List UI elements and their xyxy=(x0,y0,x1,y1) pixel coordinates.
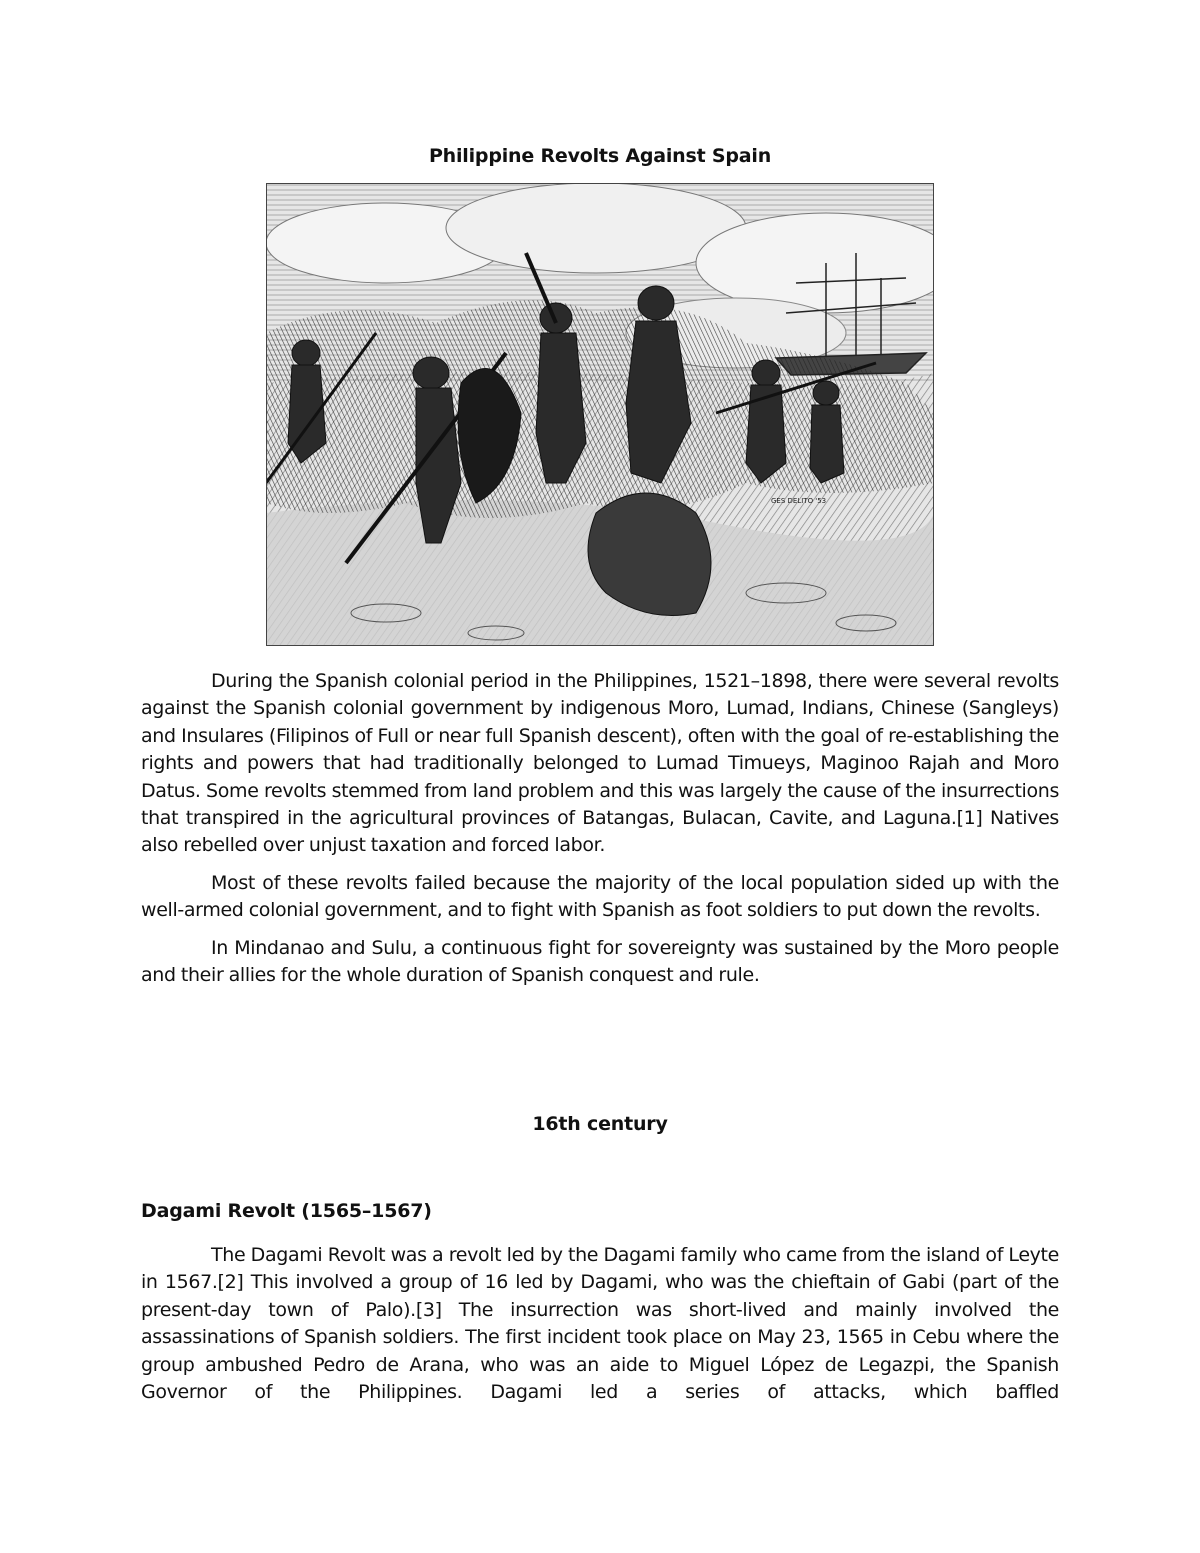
intro-paragraph-1: During the Spanish colonial period in the Philippines, 1521–1898, there were several revolts against the Spanish colonial government by indigenous Moro, Lumad, Indians, Chinese (Sangleys) and Insulares (Filipinos of Full or near full Spanish descent), often with the goal of re-establishing the rights and powers that had traditionally belonged to Lumad Timueys, Maginoo Rajah and Moro Datus. Some revolts stemmed from land problem and this was largely the cause of the insurrections that transpired in the agricultural provinces of Batangas, Bulacan, Cavite, and Laguna.[1] Natives also rebelled over unjust taxation and forced labor. xyxy=(141,670,1059,857)
dagami-text xyxy=(141,1242,1059,1416)
dagami-paragraph: The Dagami Revolt was a revolt led by the Dagami family who came from the island of Leyte in 1567.[2] This involved a group of 16 led by Dagami, who was the chieftain of Gabi (part of the present-day town of Palo).[3] The insurrection was short-lived and mainly involved the assassinations of Spanish soldiers. The first incident took place on May 23, 1565 in Cebu where the group ambushed Pedro de Arana, who was an aide to Miguel López de Legazpi, the Spanish Governor of the Philippines. Dagami led a series of attacks, which baffled xyxy=(141,1244,1059,1404)
intro-paragraph-2: Most of these revolts failed because the majority of the local population sided up with the well-armed colonial government, and to fight with Spanish as foot soldiers to put down the revolts. xyxy=(141,871,1059,922)
artist-signature: GES DELITO '53 xyxy=(771,497,827,505)
page-title: Philippine Revolts Against Spain xyxy=(428,145,772,167)
section-heading: 16th century xyxy=(532,1113,668,1135)
sub-heading: Dagami Revolt (1565–1567) xyxy=(141,1200,432,1222)
battle-engraving-image xyxy=(266,183,934,646)
intro-text xyxy=(141,668,1059,999)
intro-paragraph-3: In Mindanao and Sulu, a continuous fight for sovereignty was sustained by the Moro people and their allies for the whole duration of Spanish conquest and rule. xyxy=(141,936,1059,987)
